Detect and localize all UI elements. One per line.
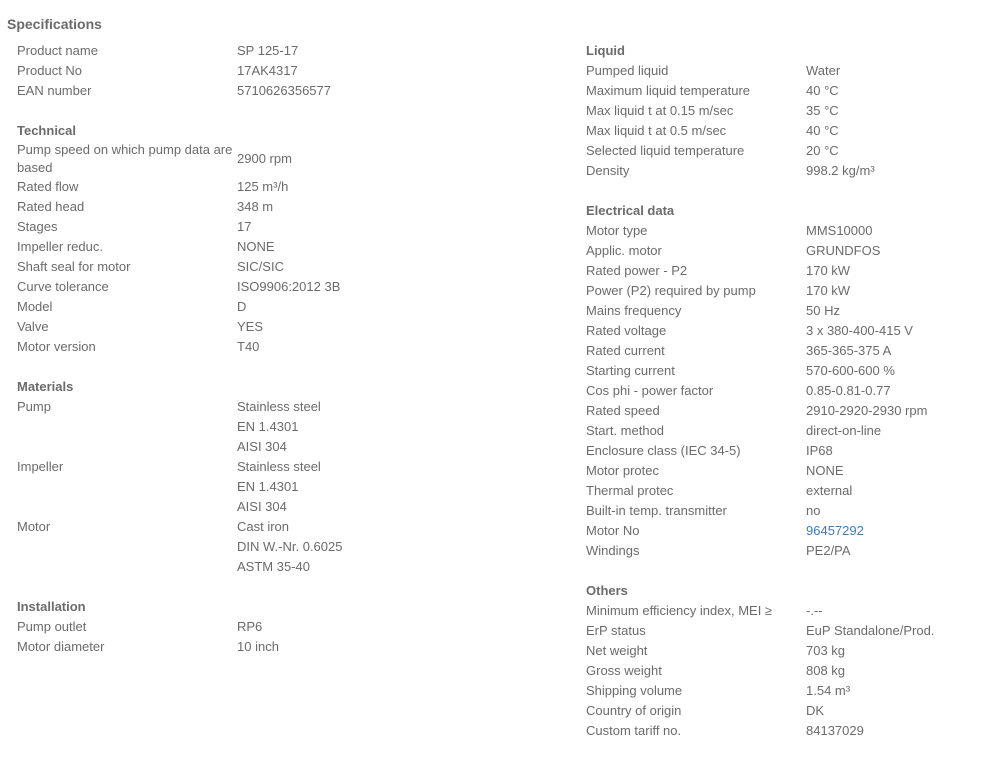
spec-value: 20 °C	[806, 143, 839, 158]
spec-label: Rated head	[17, 199, 85, 214]
spec-row	[17, 517, 577, 537]
spec-value: SIC/SIC	[237, 259, 284, 274]
spec-label: Applic. motor	[586, 243, 662, 258]
spec-value: 2900 rpm	[237, 151, 292, 166]
spec-row	[586, 281, 976, 301]
spec-value: 170 kW	[806, 263, 851, 278]
spec-value: DIN W.-Nr. 0.6025	[237, 539, 343, 554]
spec-row	[17, 457, 577, 477]
spec-row	[17, 61, 577, 81]
spec-row	[586, 141, 976, 161]
spec-label: Mains frequency	[586, 303, 682, 318]
spec-label: Motor No	[586, 523, 640, 538]
spec-row	[17, 317, 577, 337]
left-column	[17, 41, 577, 677]
spec-value: EuP Standalone/Prod.	[806, 623, 935, 638]
spec-label: Pump	[17, 399, 51, 414]
spec-label: Starting current	[586, 363, 675, 378]
spec-value: NONE	[806, 463, 844, 478]
spec-row	[586, 401, 976, 421]
spec-row	[586, 461, 976, 481]
spec-label: Enclosure class (IEC 34-5)	[586, 443, 741, 458]
spec-row	[17, 277, 577, 297]
section-installation	[17, 597, 577, 657]
spec-row	[17, 497, 577, 517]
spec-value: 3 x 380-400-415 V	[806, 323, 913, 338]
spec-label: Motor protec	[586, 463, 659, 478]
spec-value: 10 inch	[237, 639, 279, 654]
motor-number-link[interactable]: 96457292	[806, 523, 864, 538]
spec-value	[806, 521, 864, 541]
spec-value: 50 Hz	[806, 303, 840, 318]
spec-value: 808 kg	[806, 663, 846, 678]
spec-label: Net weight	[586, 643, 648, 658]
spec-label: Minimum efficiency index, MEI ≥	[586, 603, 773, 618]
section-general	[17, 41, 577, 101]
spec-value: Stainless steel	[237, 459, 321, 474]
spec-row	[17, 257, 577, 277]
spec-value: 40 °C	[806, 83, 839, 98]
spec-row	[586, 341, 976, 361]
spec-label: Curve tolerance	[17, 279, 109, 294]
spec-label: Country of origin	[586, 703, 682, 718]
section-materials	[17, 377, 577, 577]
spec-label: Pump outlet	[17, 619, 87, 634]
spec-label: Start. method	[586, 423, 665, 438]
spec-value: 1.54 m³	[806, 683, 851, 698]
spec-row	[586, 321, 976, 341]
spec-row	[17, 417, 577, 437]
spec-row	[586, 621, 976, 641]
spec-label: Rated flow	[17, 179, 79, 194]
spec-row	[586, 241, 976, 261]
spec-value: EN 1.4301	[237, 479, 299, 494]
spec-label: Max liquid t at 0.5 m/sec	[586, 123, 727, 138]
spec-row	[586, 481, 976, 501]
spec-label: Motor version	[17, 339, 96, 354]
spec-value: Water	[806, 63, 841, 78]
spec-row	[586, 261, 976, 281]
spec-label: Rated current	[586, 343, 665, 358]
spec-label: Rated speed	[586, 403, 660, 418]
spec-value: 348 m	[237, 199, 274, 214]
spec-row	[17, 81, 577, 101]
spec-row	[17, 177, 577, 197]
spec-value: 170 kW	[806, 283, 851, 298]
spec-value: external	[806, 483, 853, 498]
spec-value: AISI 304	[237, 499, 287, 514]
spec-row	[17, 217, 577, 237]
spec-value: -.--	[806, 603, 823, 618]
spec-row	[17, 297, 577, 317]
spec-row	[586, 521, 976, 541]
page-title: Specifications	[7, 16, 102, 32]
spec-label: Shaft seal for motor	[17, 259, 131, 274]
spec-value: 0.85-0.81-0.77	[806, 383, 891, 398]
section-technical	[17, 121, 577, 357]
right-column	[586, 41, 976, 761]
spec-row	[17, 397, 577, 417]
spec-row	[17, 197, 577, 217]
spec-value: YES	[237, 319, 264, 334]
spec-value: 35 °C	[806, 103, 839, 118]
spec-row	[586, 641, 976, 661]
spec-label: Product name	[17, 43, 98, 58]
spec-row	[586, 541, 976, 561]
section-heading: Installation	[17, 599, 86, 614]
spec-value: ASTM 35-40	[237, 559, 310, 574]
spec-row	[17, 557, 577, 577]
spec-value: IP68	[806, 443, 833, 458]
spec-value: RP6	[237, 619, 263, 634]
spec-row	[586, 501, 976, 521]
spec-value: Stainless steel	[237, 399, 321, 414]
spec-row	[586, 721, 976, 741]
spec-label: Valve	[17, 319, 49, 334]
spec-value: direct-on-line	[806, 423, 882, 438]
spec-label: Impeller	[17, 459, 64, 474]
spec-row	[17, 337, 577, 357]
spec-value: D	[237, 299, 247, 314]
spec-row	[586, 61, 976, 81]
spec-value: 570-600-600 %	[806, 363, 895, 378]
spec-label: Max liquid t at 0.15 m/sec	[586, 103, 734, 118]
spec-value: 5710626356577	[237, 83, 331, 98]
spec-row	[17, 41, 577, 61]
spec-label: Rated power - P2	[586, 263, 688, 278]
spec-label: Power (P2) required by pump	[586, 283, 756, 298]
spec-label: Selected liquid temperature	[586, 143, 745, 158]
spec-row	[586, 101, 976, 121]
spec-row	[17, 477, 577, 497]
spec-value: ISO9906:2012 3B	[237, 279, 341, 294]
spec-value: 2910-2920-2930 rpm	[806, 403, 928, 418]
spec-label: Motor type	[586, 223, 648, 238]
spec-value: T40	[237, 339, 260, 354]
spec-label: Motor	[17, 519, 51, 534]
spec-value: no	[806, 503, 821, 518]
spec-value: SP 125-17	[237, 43, 299, 58]
spec-row	[586, 601, 976, 621]
spec-value: 17	[237, 219, 252, 234]
spec-row	[586, 441, 976, 461]
spec-label: Motor diameter	[17, 639, 105, 654]
spec-label: Maximum liquid temperature	[586, 83, 751, 98]
spec-row	[586, 701, 976, 721]
spec-label: Custom tariff no.	[586, 723, 682, 738]
section-heading: Others	[586, 583, 628, 598]
spec-label: Gross weight	[586, 663, 662, 678]
spec-label: Pumped liquid	[586, 63, 669, 78]
spec-row	[586, 381, 976, 401]
spec-value: PE2/PA	[806, 543, 851, 558]
section-heading: Liquid	[586, 43, 625, 58]
spec-value: MMS10000	[806, 223, 873, 238]
spec-value: 40 °C	[806, 123, 839, 138]
spec-label: Built-in temp. transmitter	[586, 503, 727, 518]
section-liquid	[586, 41, 976, 181]
spec-row	[17, 437, 577, 457]
spec-row	[586, 301, 976, 321]
spec-row	[586, 161, 976, 181]
section-heading: Materials	[17, 379, 74, 394]
section-others	[586, 581, 976, 741]
spec-row	[17, 537, 577, 557]
spec-row	[586, 221, 976, 241]
spec-label: ErP status	[586, 623, 646, 638]
spec-value: DK	[806, 703, 825, 718]
spec-label: Stages	[17, 219, 58, 234]
spec-label: Shipping volume	[586, 683, 683, 698]
spec-value: EN 1.4301	[237, 419, 299, 434]
spec-row	[17, 141, 577, 177]
spec-value: 365-365-375 A	[806, 343, 892, 358]
spec-label: Pump speed on which pump data are based	[17, 142, 233, 175]
spec-label: Rated voltage	[586, 323, 667, 338]
spec-row	[586, 661, 976, 681]
spec-row	[586, 121, 976, 141]
spec-value: 84137029	[806, 723, 864, 738]
spec-value: GRUNDFOS	[806, 243, 881, 258]
section-heading: Electrical data	[586, 203, 675, 218]
spec-value: 17AK4317	[237, 63, 298, 78]
section-electrical-data	[586, 201, 976, 561]
spec-row	[586, 681, 976, 701]
spec-label: Thermal protec	[586, 483, 674, 498]
spec-label: Impeller reduc.	[17, 239, 103, 254]
spec-label: Product No	[17, 63, 83, 78]
spec-label: Cos phi - power factor	[586, 383, 714, 398]
spec-value: 703 kg	[806, 643, 846, 658]
spec-value: 125 m³/h	[237, 179, 289, 194]
spec-value: Cast iron	[237, 519, 290, 534]
spec-row	[586, 421, 976, 441]
spec-value: AISI 304	[237, 439, 287, 454]
spec-row	[17, 637, 577, 657]
spec-label: EAN number	[17, 83, 92, 98]
spec-label: Windings	[586, 543, 640, 558]
spec-row	[586, 81, 976, 101]
spec-row	[17, 617, 577, 637]
spec-row	[586, 361, 976, 381]
spec-value: NONE	[237, 239, 275, 254]
spec-label: Density	[586, 163, 630, 178]
spec-label: Model	[17, 299, 53, 314]
section-heading: Technical	[17, 123, 77, 138]
spec-value: 998.2 kg/m³	[806, 163, 875, 178]
spec-row	[17, 237, 577, 257]
